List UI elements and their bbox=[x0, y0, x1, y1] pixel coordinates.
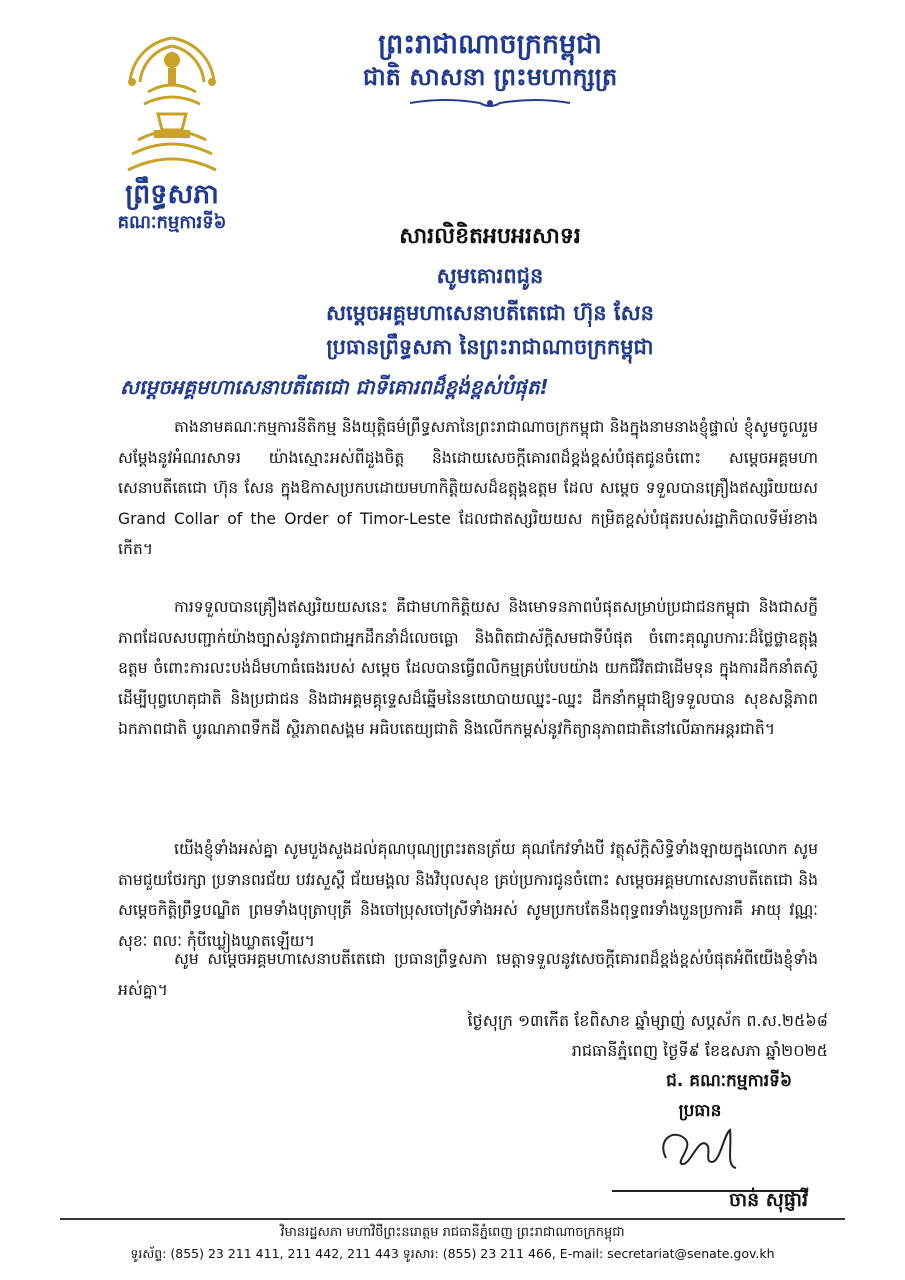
ornament-divider-icon bbox=[400, 96, 580, 110]
body-paragraph-4: សូម សម្តេចអគ្គមហាសេនាបតីតេជោ ប្រធានព្រឹទ្ធសភា មេត្តាទទួលនូវសេចក្តីគោរពដ៏ខ្ពង់ខ្ពស់បំផុតអំពីយើងខ្ញុំទាំងអស់គ្នា។ bbox=[118, 950, 818, 999]
signer-name: ចាន់ សុផ្ញាវី bbox=[729, 1189, 808, 1211]
senate-name: ព្រឹទ្ធសភា bbox=[125, 179, 219, 210]
body-paragraph-2: ការទទួលបានគ្រឿងឥស្សរិយយសនេះ គឺជាមហាកិត្តិយស និងមោទនភាពបំផុតសម្រាប់ប្រជាជនកម្ពុជា និងជាសក្ខីភាពដែលសបញ្ជាក់យ៉ាងច្បាស់នូវភាពជាអ្នកដឹកនាំដ៏លេចធ្លោ និងពិតជាស័ក្តិសមជាទីបំផុត ចំពោះគុណូបការៈដ៏ថ្លៃថ្លាឧត្តុង្គឧត្តម ចំពោះការលះបង់ដ៏មហាធំធេងរបស់ សម្តេច ដែលបានធ្វើពលិកម្មគ្រប់បែបយ៉ាង យកជីវិតជាដើមទុន ក្នុងការដឹកនាំតស៊ូ ដើម្បីបុព្វហេតុជាតិ និងប្រជាជន និងជាអគ្គមគ្គុទ្ទេសដ៏ឆ្នើមនៃនយោបាយឈ្នះ-ឈ្នះ ដឹកនាំកម្ពុជាឱ្យទទួលបាន សុខសន្តិភាព ឯកភាពជាតិ បូរណភាពទឹកដី ស្ថិរភាពសង្គម អធិបតេយ្យជាតិ និងលើកកម្ពស់នូវកិត្យានុភាពជាតិនៅលើឆាកអន្តរជាតិ។ bbox=[118, 598, 818, 738]
signature-org: ជ. គណៈកម្មការទី៦ bbox=[666, 1071, 792, 1091]
recipient-position: ប្រធានព្រឹទ្ធសភា នៃព្រះរាជាណាចក្រកម្ពុជា bbox=[326, 335, 654, 359]
letter-title: សារលិខិតអបអរសាទរ bbox=[399, 224, 581, 249]
recipient-name: សម្តេចអគ្គមហាសេនាបតីតេជោ ហ៊ុន សែន bbox=[326, 301, 654, 325]
body-paragraph-1: តាងនាមគណៈកម្មការនីតិកម្ម និងយុត្តិធម៌ព្រឹទ្ធសភានៃព្រះរាជាណាចក្រកម្ពុជា និងក្នុងនាមនាងខ្ញុំផ្ទាល់ ខ្ញុំសូមចូលរួមសម្តែងនូវអំណរសាទរ យ៉ាងស្មោះអស់ពីដួងចិត្ត និងដោយសេចក្តីគោរពដ៏ខ្ពង់ខ្ពស់បំផុតជូនចំពោះ សម្តេចអគ្គមហាសេនាបតីតេជោ ហ៊ុន សែន ក្នុងឱកាសប្រកបដោយមហាកិត្តិយសដ៏ឧត្តុង្គឧត្តម ដែល សម្តេច ទទួលបានគ្រឿងឥស្សរិយយស Grand Collar of the Order of Timor-Leste ដែលជាឥស្សរិយយស កម្រិតខ្ពស់បំផុតរបស់រដ្ឋាភិបាលទីម័រខាងកើត។ bbox=[118, 418, 818, 558]
senate-emblem-icon bbox=[118, 30, 226, 180]
national-motto: ជាតិ សាសនា ព្រះមហាក្សត្រ bbox=[362, 63, 618, 91]
kingdom-title: ព្រះរាជាណាចក្រកម្ពុជា bbox=[378, 29, 602, 60]
salutation: សម្តេចអគ្គមហាសេនាបតីតេជោ ជាទីគោរពដ៏ខ្ពង់ខ្ពស់បំផុត! bbox=[120, 375, 549, 399]
committee-name: គណៈកម្មការទី៦ bbox=[117, 212, 227, 233]
handwritten-signature-icon bbox=[646, 1118, 756, 1178]
body-paragraph-3: យើងខ្ញុំទាំងអស់គ្នា សូមបួងសួងដល់គុណបុណ្យព្រះរតនត្រ័យ គុណកែវទាំងបី វត្ថុស័ក្តិសិទ្ធិទាំងឡាយក្នុងលោក សូមតាមជួយថែរក្សា ប្រទានពរជ័យ បវរសួស្តី ជ័យមង្គល និងវិបុលសុខ គ្រប់ប្រការជូនចំពោះ សម្តេចអគ្គមហាសេនាបតីតេជោ និង សម្តេចកិត្តិព្រឹទ្ធបណ្ឌិត ព្រមទាំងបុត្រាបុត្រី និងចៅប្រុសចៅស្រីទាំងអស់ សូមប្រកបតែនឹងពុទ្ធពរទាំងបួនប្រការគឺ អាយុ វណ្ណៈ សុខៈ ពលៈ កុំបីឃ្លៀងឃ្លាតឡើយ។ bbox=[118, 840, 818, 950]
footer-address: វិមានរដ្ឋសភា មហាវិថីព្រះនរោត្តម រាជធានីភ្នំពេញ ព្រះរាជាណាចក្រកម្ពុជា bbox=[280, 1225, 625, 1240]
footer-divider bbox=[60, 1218, 845, 1220]
solar-date: រាជធានីភ្នំពេញ ថ្ងៃទី៩ ខែឧសភា ឆ្នាំ២០២៥ bbox=[571, 1041, 828, 1060]
lunar-date: ថ្ងៃសុក្រ ១៣កើត ខែពិសាខ ឆ្នាំម្សាញ់ សប្តស័ក ព.ស.២៥៦៨ bbox=[467, 1011, 828, 1030]
footer-contact: ទូរស័ព្ទ: (855) 23 211 411, 211 442, 211 443 ទូរសារ: (855) 23 211 466, E-mail: secretariat@senate.gov.kh bbox=[130, 1246, 775, 1261]
signature-chair: ប្រធាន bbox=[678, 1101, 722, 1121]
addressed-to: សូមគោរពជូន bbox=[436, 264, 544, 288]
